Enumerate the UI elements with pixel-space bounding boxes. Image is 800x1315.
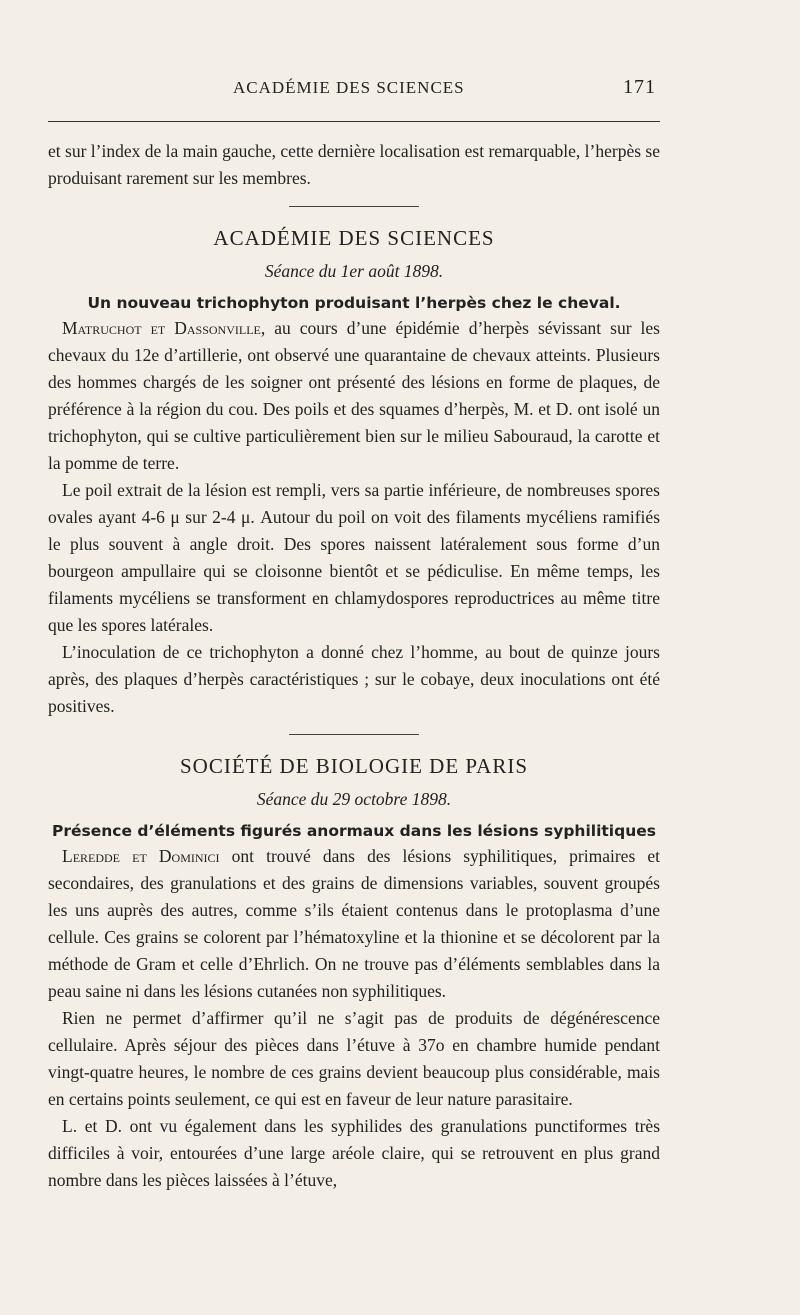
paragraph (48, 315, 660, 477)
running-title: ACADÉMIE DES SCIENCES (233, 78, 465, 97)
intro-paragraph: et sur l’index de la main gauche, cette dernière localisation est remarquable, l’herpès se produisant rarement sur les membres. (48, 141, 660, 188)
header-rule (48, 121, 660, 122)
paragraph: L’inoculation de ce trichophyton a donné chez l’homme, au bout de quinze jours après, des plaques d’herpès caractéristiques ; sur le cobaye, deux inoculations ont été positives. (48, 642, 660, 716)
author-names: Leredde et Dominici (62, 846, 220, 866)
article-title-trichophyton: Un nouveau trichophyton produisant l’herpès chez le cheval. (87, 294, 621, 312)
seance-date-2: Séance du 29 octobre 1898. (256, 789, 452, 809)
paragraph: L. et D. ont vu également dans les syphilides des granulations punctiformes très difficiles à voir, entourées d’une large aréole claire, qui se retrouvent en plus grand nombre dans les pièces laissées à l’étuve, (48, 1116, 660, 1190)
paragraph: Le poil extrait de la lésion est rempli, vers sa partie inférieure, de nombreuses spores ovales ayant 4-6 μ sur 2-4 μ. Autour du poil on voit des filaments mycéliens ramifiés le plus souvent à angle droit. Des spores naissent latéralement sous forme d’un bourgeon ampullaire qui se cloisonne bientôt et se pédiculise. En même temps, les filaments mycéliens se transforment en chlamydospores reproductrices au même titre que les spores latérales. (48, 480, 660, 635)
section-title-biologie: SOCIÉTÉ DE BIOLOGIE DE PARIS (179, 754, 529, 778)
section-title-academie: ACADÉMIE DES SCIENCES (213, 226, 495, 250)
seance-date-1: Séance du 1er août 1898. (264, 261, 444, 281)
paragraph-text: ont trouvé dans des lésions syphilitiques, primaires et secondaires, des granulations et des grains de dimensions variables, souvent groupés les uns auprès des autres, comme s’ils étaient contenus dans le protoplasma d’une cellule. Ces grains se colorent par l’hématoxyline et la thionine et se décolorent par la méthode de Gram et celle d’Ehrlich. On ne trouve pas d’éléments semblables dans la peau saine ni dans les lésions cutanées non syphilitiques. (48, 846, 660, 1001)
paragraph-text: au cours d’une épidémie d’herpès sévissant sur les chevaux du 12e d’artillerie, ont observé une quarantaine de chevaux atteints. Plusieurs des hommes chargés de les soigner ont présenté des lésions en forme de plaques, de préférence à la région du cou. Des poils et des squames d’herpès, M. et D. ont isolé un trichophyton, qui se cultive particulièrement bien sur le milieu Sabouraud, la carotte et la pomme de terre. (48, 318, 660, 473)
running-header (48, 76, 660, 102)
article-title-syphilis: Présence d’éléments figurés anormaux dans les lésions syphilitiques (52, 822, 656, 840)
page-number: 171 (623, 76, 656, 98)
paragraph: Rien ne permet d’affirmer qu’il ne s’agit pas de produits de dégénérescence cellulaire. Après séjour des pièces dans l’étuve à 37o en chambre humide pendant vingt-quatre heures, le nombre de ces grains devient beaucoup plus considérable, mais en certains points seulement, ce qui est en faveur de leur nature parasitaire. (48, 1008, 660, 1109)
section-divider (289, 734, 419, 735)
page-body (48, 138, 660, 1194)
paragraph (48, 843, 660, 1005)
section-divider (289, 206, 419, 207)
author-names: Matruchot et Dassonville, (62, 318, 266, 338)
